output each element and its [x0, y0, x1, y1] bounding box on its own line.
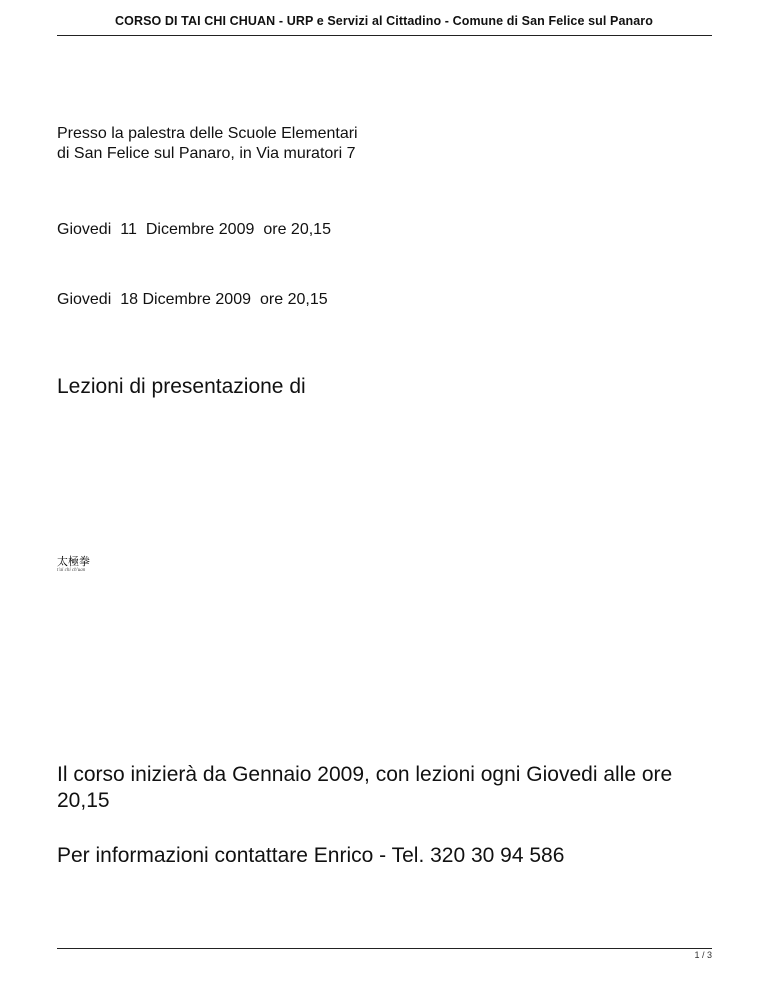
location-line-1: Presso la palestra delle Scuole Elementari [57, 125, 358, 142]
date-1-day: Giovedi [57, 221, 112, 238]
presentation-heading: Lezioni di presentazione di [57, 375, 306, 398]
course-info: Il corso inizierà da Gennaio 2009, con lezioni ogni Giovedi alle ore 20,15 [57, 763, 673, 812]
location-paragraph [57, 124, 358, 164]
date-2-time: ore 20,15 [260, 291, 328, 308]
contact-info: Per informazioni contattare Enrico - Tel. 320 30 94 586 [57, 844, 565, 867]
tai-chi-subtitle: t'ai chi ch'uan [57, 568, 86, 573]
page-number: 1 / 3 [694, 950, 712, 960]
footer-divider [57, 948, 712, 949]
date-1-time: ore 20,15 [263, 221, 331, 238]
date-2-date: 18 Dicembre 2009 [120, 291, 251, 308]
location-line-2: di San Felice sul Panaro, in Via muratori 7 [57, 145, 356, 162]
tai-chi-logo [57, 556, 117, 580]
date-line-2 [57, 290, 328, 310]
date-2-day: Giovedi [57, 291, 112, 308]
header-divider [57, 35, 712, 36]
tai-chi-chars: 太極拳 [57, 555, 90, 568]
date-1-month-year: Dicembre 2009 [145, 221, 255, 238]
page-header-title: CORSO DI TAI CHI CHUAN - URP e Servizi al Cittadino - Comune di San Felice sul Panaro [115, 14, 653, 28]
date-line-1 [57, 220, 331, 240]
date-1-number: 11 [120, 221, 137, 238]
